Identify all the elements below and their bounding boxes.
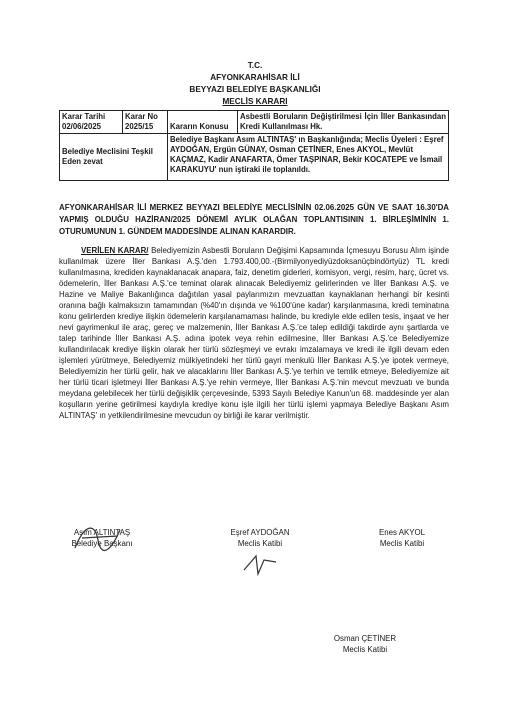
meta-row-2 bbox=[60, 134, 449, 181]
decision-no-label: Karar No bbox=[125, 112, 158, 121]
signature-block-clerk-3 bbox=[315, 633, 415, 655]
signature-name: Asım ALTINTAŞ bbox=[73, 528, 131, 537]
decision-date-value: 02/06/2025 bbox=[62, 122, 102, 131]
decision-text: Belediyemizin Asbestli Boruların Değişimi Kapsamında İçmesuyu Borusu Alım işinde kullanılmak üzere İller Bankası A.Ş.'den 1.793.400,00.-(Birmilyonyediyüzdoksanüçbindörtyüz) TL kredi kullanılmasına, krediden kaynaklanacak anapara, faiz, denetim giderleri, komisyon, vergi, resim, harç, ücret vs. ödemelerin, İller Bankası A.Ş.'ce teminat olarak alınacak Belediyemiz gelirlerinden ve İller Bankası A.Ş. ve Hazine ve Maliye Bakanlığınca dağıtılan yasal paylarımızın mevzuattan kaynaklanan herhangi bir kesinti oranına bağlı kalmaksızın tamamından (%40'ın dışında ve %100'üne kadar) karşılanmasına, kredi teminatına konu gelirlerden krediye ilişkin ödemelerin karşılanamaması halinde, bu krediyle elde edilen tesis, inşaat ve her nevi gayrimenkul ile araç, gereç ve malzemenin, İller Bankası A.Ş.'ce talep edildiği takdirde aynı şartlarda ve talep tarihinde İller Bankası A.Ş. adına ipotek veya rehin edilmesine, İller Bankası A.Ş.'ce Belediyemize kullandırılacak krediye ilişkin olarak her türlü sözleşmeyi ve evrakı imzalamaya ve kredi ile ilgili devam eden işlemleri yürütmeye, Belediyemiz mülkiyetindeki her türlü gayri menkulü İller Bankası A.Ş.'ye ipotek vermeye, Belediyemizin her türlü gelir, hak ve alacaklarını İller Bankası A.Ş.'ye terhin ve temlik etmeye, Belediyemize ait her türlü ticari işletmeyi İller Bankası A.Ş.'ye rehin vermeye, İller Bankası A.Ş.'nin mevcut mevzuatı ve bunda meydana gelebilecek her türlü değişiklik çerçevesinde, 5393 Sayılı Belediye Kanun'un 68. maddesinde yer alan koşulların yerine getirilmesi kaydıyla krediye konu işle ilgili her türlü işlemi yapmaya Belediye Başkanı Asım ALTINTAŞ' ın yetkilendirilmesine mevcudun oy birliği ile karar verilmiştir. bbox=[59, 246, 449, 420]
signature-name: Enes AKYOL bbox=[378, 528, 426, 537]
council-members: Belediye Başkanı Asım ALTINTAŞ' ın Başkanlığında; Meclis Üyeleri : Eşref AYDOĞAN, Ergün GÜNAY, Osman ÇETİNER, Enes AKYOL, Mevlüt KAÇMAZ, Kadir ANAFARTA, Ömer TAŞPINAR, Bekir KOCATEPE ve İsmail KARAKUYU' nun iştiraki ile toplanıldı. bbox=[168, 134, 449, 181]
decision-no-cell bbox=[123, 111, 168, 134]
subject-value: Asbestli Boruların Değiştirilmesi İçin İller Bankasından Kredi Kullanılması Hk. bbox=[238, 111, 449, 134]
council-label: Belediye Meclisini Teşkil Eden zevat bbox=[60, 134, 168, 181]
header-line-4: MECLİS KARARI bbox=[222, 97, 288, 106]
header-line-1: T.C. bbox=[247, 61, 263, 70]
document-header bbox=[0, 60, 510, 108]
decision-no-value: 2025/15 bbox=[125, 122, 154, 131]
decision-date-cell bbox=[60, 111, 123, 134]
header-line-2: AFYONKARAHİSAR İLİ bbox=[210, 73, 300, 82]
signature-title: Meclis Katibi bbox=[237, 539, 283, 548]
signature-name: Eşref AYDOĞAN bbox=[230, 528, 290, 537]
decision-body bbox=[59, 245, 449, 421]
subject-label-cell bbox=[168, 111, 238, 134]
signature-block-clerk-2 bbox=[352, 527, 452, 549]
signature-title: Meclis Katibi bbox=[379, 539, 425, 548]
meta-row-1 bbox=[60, 111, 449, 134]
subject-label: Kararın Konusu bbox=[170, 122, 229, 131]
decision-date-label: Karar Tarihi bbox=[62, 112, 106, 121]
decision-meta-table bbox=[59, 110, 449, 181]
signature-title: Meclis Katibi bbox=[342, 645, 388, 654]
mayor-signature-scribble bbox=[70, 518, 130, 558]
decision-label: VERİLEN KARAR/ bbox=[81, 246, 149, 255]
header-line-3: BEYYAZI BELEDİYE BAŞKANLIĞI bbox=[189, 85, 321, 94]
signature-block-clerk-1 bbox=[210, 527, 310, 549]
signature-name: Osman ÇETİNER bbox=[333, 634, 397, 643]
signature-title: Belediye Başkanı bbox=[71, 539, 133, 548]
session-intro: AFYONKARAHİSAR İLİ MERKEZ BEYYAZI BELEDİYE MECLİSİNİN 02.06.2025 GÜN VE SAAT 16.30'DA YAPMIŞ OLDUĞU HAZİRAN/2025 DÖNEMİ AYLIK OLAĞAN TOPLANTISININ 1. BİRLEŞİMİNİN 1. OTURUMUNUN 1. GÜNDEM MADDESİNDE ALINAN KARARDIR. bbox=[59, 203, 449, 236]
clerk-1-signature-scribble bbox=[240, 550, 280, 580]
